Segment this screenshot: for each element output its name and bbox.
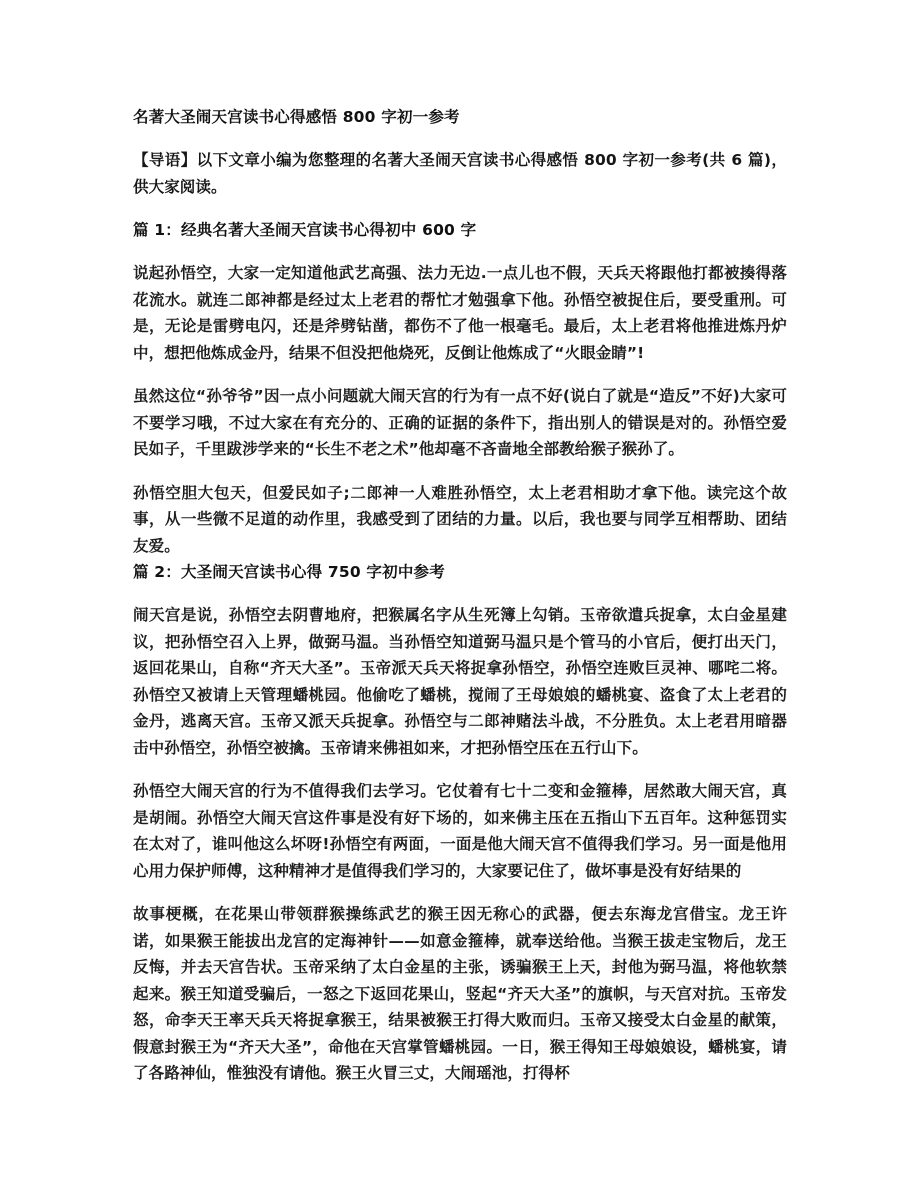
paragraph: 闹天宫是说，孙悟空去阴曹地府，把猴属名字从生死簿上勾销。玉帝欲遣兵捉拿，太白金星建议，把孙悟空召入上界，做弼马温。当孙悟空知道弼马温只是个管马的小官后，便打出天门，返回花果山，自称“齐天大圣”。玉帝派天兵天将捉拿孙悟空，孙悟空连败巨灵神、哪咤二将。孙悟空又被请上天管理蟠桃园。他偷吃了蟠桃，搅闹了王母娘娘的蟠桃宴、盗食了太上老君的金丹，逃离天宫。玉帝又派天兵捉拿。孙悟空与二郎神赌法斗战，不分胜负。太上老君用暗器击中孙悟空，孙悟空被擒。玉帝请来佛祖如来，才把孙悟空压在五行山下。 (133, 606, 787, 757)
section-heading-1: 篇 1：经典名著大圣闹天宫读书心得初中 600 字 (133, 221, 477, 239)
document-body (133, 104, 787, 1087)
paragraph: 孙悟空大闹天宫的行为不值得我们去学习。它仗着有七十二变和金箍棒，居然敢大闹天宫，真是胡闹。孙悟空大闹天宫这件事是没有好下场的，如来佛主压在五指山下五百年。这种惩罚实在太对了，谁叫他这么坏呀!孙悟空有两面，一面是他大闹天宫不值得我们学习。另一面是他用心用力保护师傅，这种精神才是值得我们学习的，大家要记住了，做坏事是没有好结果的 (133, 782, 787, 880)
paragraph: 孙悟空胆大包天，但爱民如子;二郎神一人难胜孙悟空，太上老君相助才拿下他。读完这个故事，从一些微不足道的动作里，我感受到了团结的力量。以后，我也要与同学互相帮助、团结友爱。 (133, 483, 787, 555)
intro-paragraph: 【导语】以下文章小编为您整理的名著大圣闹天宫读书心得感悟 800 字初一参考(共 6 篇)，供大家阅读。 (133, 151, 787, 196)
section-2 (133, 559, 787, 1087)
paragraph: 故事梗概，在花果山带领群猴操练武艺的猴王因无称心的武器，便去东海龙宫借宝。龙王许诺，如果猴王能拔出龙宫的定海神针——如意金箍棒，就奉送给他。当猴王拔走宝物后，龙王反悔，并去天宫告状。玉帝采纳了太白金星的主张，诱骗猴王上天，封他为弼马温，将他软禁起来。猴王知道受骗后，一怒之下返回花果山，竖起“齐天大圣”的旗帜，与天宫对抗。玉帝发怒，命李天王率天兵天将捉拿猴王，结果被猴王打得大败而归。玉帝又接受太白金星的献策，假意封猴王为“齐天大圣”，命他在天宫掌管蟠桃园。一日，猴王得知王母娘娘设，蟠桃宴，请了各路神仙，惟独没有请他。猴王火冒三丈，大闹瑶池，打得杯 (133, 905, 787, 1082)
paragraph: 说起孙悟空，大家一定知道他武艺高强、法力无边.一点儿也不假，天兵天将跟他打都被揍得落花流水。就连二郎神都是经过太上老君的帮忙才勉强拿下他。孙悟空被捉住后，要受重刑。可是，无论是雷劈电闪，还是斧劈钻凿，都伤不了他一根毫毛。最后，太上老君将他推进炼丹炉中，想把他炼成金丹，结果不但没把他烧死，反倒让他炼成了“火眼金睛”! (133, 264, 787, 362)
page-title: 名著大圣闹天宫读书心得感悟 800 字初一参考 (133, 108, 460, 126)
section-heading-2: 篇 2：大圣闹天宫读书心得 750 字初中参考 (133, 563, 445, 581)
paragraph: 虽然这位“孙爷爷”因一点小问题就大闹天宫的行为有一点不好(说白了就是“造反”不好)大家可不要学习哦，不过大家在有充分的、正确的证据的条件下，指出别人的错误是对的。孙悟空爱民如子，千里跋涉学来的“长生不老之术”他却毫不吝啬地全部教给猴子猴孙了。 (133, 387, 787, 458)
section-1 (133, 217, 787, 559)
